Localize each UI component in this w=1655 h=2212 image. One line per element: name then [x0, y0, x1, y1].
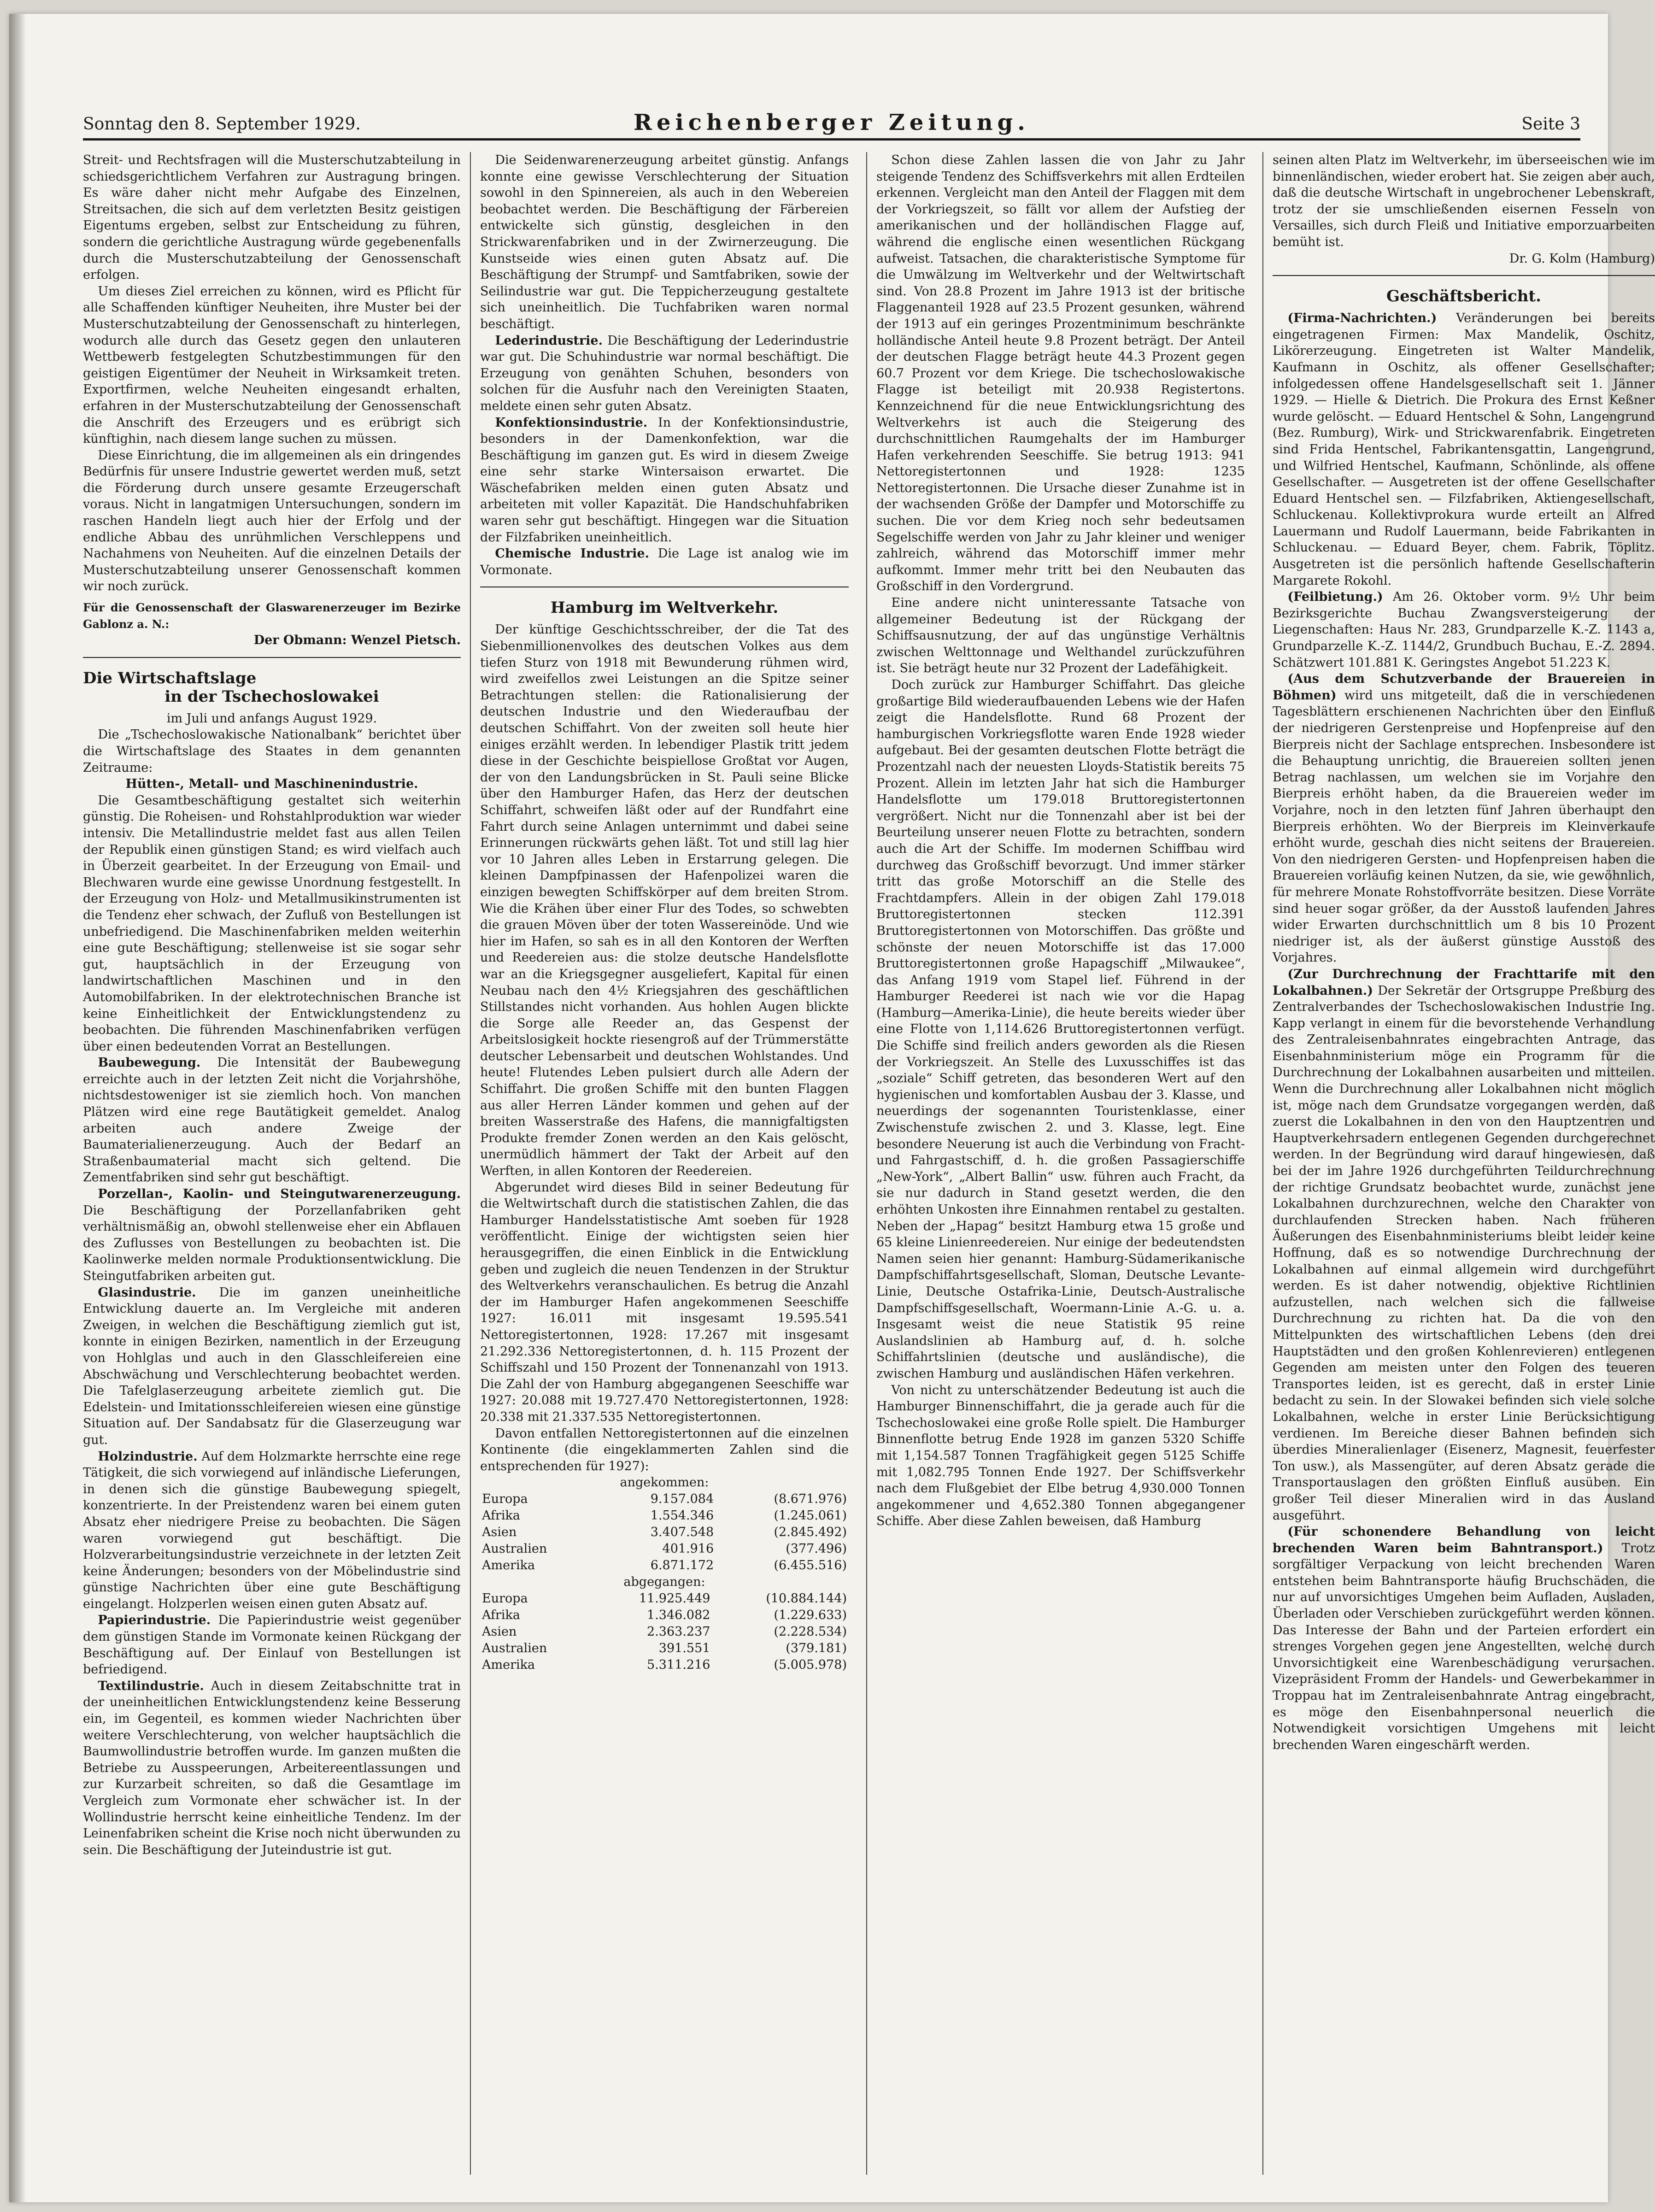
arrived-tonnage-table — [480, 1491, 849, 1574]
article-columns — [83, 152, 1655, 2175]
paragraph: Abgerundet wird dieses Bild in seiner Bedeutung für die Weltwirtschaft durch die statistischen Zahlen, die das Hamburger Handelsstatistische Amt soeben für 1928 veröffentlicht. Einige der wichtigsten seien hier herausgegriffen, die einen Einblick in die Entwicklung geben und zugleich die neuen Tendenzen in der Struktur des Weltverkehrs veranschaulichen. Es betrug die Anzahl der im Hamburger Hafen angekommenen Seeschiffe 1927: 16.011 mit insgesamt 19.595.541 Nettoregistertonnen, 1928: 17.267 mit insgesamt 21.292.336 Nettoregistertonnen, d. h. 115 Prozent der Schiffszahl und 150 Prozent der Tonnenanzahl von 1913. Die Zahl der von Hamburg abgegangenen Seeschiffe war 1927: 20.088 mit 19.727.470 Nettoregistertonnen, 1928: 20.338 mit 21.337.535 Nettoregistertonnen. — [480, 1180, 849, 1424]
region-cell: Asien — [482, 1624, 517, 1639]
table-row — [480, 1590, 849, 1607]
value-cell: 1.346.082 — [647, 1608, 710, 1622]
paragraph: Die im ganzen uneinheitliche Entwicklung dauerte an. Im Vergleiche mit anderen Zweigen, in welchen die Beschäftigung ziemlich gut ist, konnte in einigen Bezirken, namentlich in der Erzeugung von Hohlglas und auch in den Glasschleifereien eine Abschwächung und Verschlechterung beobachtet werden. Die Tafelglaserzeugung arbeitete ziemlich gut. Die Edelstein- und Imitationsschleifereien wiesen eine günstige Situation auf. Der Sandabsatz für die Glaserzeugung war gut. — [83, 1285, 461, 1447]
paragraph: Eine andere nicht uninteressante Tatsache von allgemeiner Bedeutung ist der Rückgang der Schiffsausnutzung, der auf das ungünstige Verhältnis zwischen Welttonnage und Welthandel zurückzuführen ist. Sie beträgt heute nur 32 Prozent der Ladefähigkeit. — [876, 596, 1245, 676]
paragraph: Die Intensität der Baubewegung erreichte auch in der letzten Zeit nicht die Vorjahrshöhe, nichtsdestoweniger ist sie ziemlich hoch. Von manchen Plätzen wird eine rege Bautätigkeit gemeldet. Analog arbeiten auch andere Zweige der Baumaterialienerzeugung. Auch der Bedarf an Straßenbaumaterial macht sich geltend. Die Zementfabriken sind sehr gut beschäftigt. — [83, 1056, 461, 1185]
prev-value-cell: (2.845.492) — [774, 1525, 847, 1539]
newspaper-title: Reichenberger Zeitung. — [634, 110, 1030, 135]
paragraph: wird uns mitgeteilt, daß die in verschiedenen Tagesblättern erschienenen Nachrichten über den Einfluß der niedrigeren Gerstenpreise und Hopfenpreise auf den Bierpreis nicht der Sachlage entsprechen. Insbesondere ist die Behauptung unrichtig, die Brauereien sollten jenen Betrag nachlassen, um welchen sie im Vorjahre den Bierpreis erhöht haben, da die Brauereien weder im Vorjahre, noch in den letzten fünf Jahren überhaupt den Bierpreis erhöhten. Wo der Bierpreis im Kleinverkaufe erhöht wurde, geschah dies nicht seitens der Brauereien. Von den niedrigeren Gersten- und Hopfenpreisen haben die Brauereien vorläufig keinen Nutzen, da sie, wie gewöhnlich, für mehrere Monate Rohstoffvorräte besitzen. Diese Vorräte sind heuer sogar größer, da der Ausstoß laufenden Jahres wider Erwarten durchschnittlich um 8 bis 10 Prozent niedriger ist, als der äußerst günstige Ausstoß des Vorjahres. — [1273, 688, 1655, 965]
column-1 — [83, 152, 470, 2175]
page-header — [83, 106, 1580, 141]
header-date: Sonntag den 8. September 1929. — [83, 115, 361, 134]
paragraph: seinen alten Platz im Weltverkehr, im überseeischen wie im binnenländischen, wieder erobert hat. Sie zeigen aber auch, daß die deutsche Wirtschaft in ungebrochener Lebenskraft, trotz der sie umschließenden eisernen Fesseln von Versailles, sich durch Fleiß und Initiative emporzuarbeiten bemüht ist. — [1273, 153, 1655, 249]
paragraph: Die Lage ist analog wie im Vormonate. — [480, 546, 849, 577]
table-row — [480, 1557, 849, 1574]
paragraph: Davon entfallen Nettoregistertonnen auf die einzelnen Kontinente (die eingeklammerten Zahlen sind die entsprechenden für 1927): — [480, 1426, 849, 1473]
subheading: Baubewegung. — [98, 1056, 201, 1070]
subheading: (Feilbietung.) — [1287, 590, 1383, 604]
signature-name: Der Obmann: Wenzel Pietsch. — [253, 633, 461, 648]
divider — [83, 657, 461, 658]
region-cell: Australien — [482, 1641, 547, 1655]
paragraph: In der Konfektionsindustrie, besonders in der Damenkonfektion, war die Beschäftigung im ganzen gut. Es wird in diesem Zweige eine sehr starke Wintersaison erwartet. Die Wäschefabriken melden einen guten Absatz und arbeiteten mit voller Kapazität. Die Handschuhfabriken waren sehr gut beschäftigt. Hingegen war die Situation der Filzfabriken uneinheitlich. — [480, 415, 849, 545]
table-row — [480, 1541, 849, 1557]
region-cell: Afrika — [482, 1508, 521, 1523]
subheading: (Für schonendere Behandlung von leicht brechenden Waren beim Bahntransport.) — [1273, 1525, 1655, 1555]
table-label-arrived: angekommen: — [620, 1475, 709, 1490]
value-cell: 1.554.346 — [650, 1508, 714, 1523]
region-cell: Asien — [482, 1525, 517, 1539]
column-2 — [470, 152, 858, 2175]
section-heading: Die Wirtschaftslage — [83, 669, 257, 687]
region-cell: Afrika — [482, 1608, 521, 1622]
prev-value-cell: (10.884.144) — [766, 1591, 847, 1606]
divider — [1273, 275, 1655, 276]
newspaper-page — [9, 14, 1655, 2202]
table-row — [480, 1607, 849, 1624]
paragraph: Die „Tschechoslowakische Nationalbank“ berichtet über die Wirtschaftslage des Staates in dem genannten Zeitraume: — [83, 728, 461, 775]
paragraph: Doch zurück zur Hamburger Schiffahrt. Das gleiche großartige Bild wiederaufbauenden Lebens wie der Hafen zeigt die Handelsflotte. Rund 68 Prozent der hamburgischen Vorkriegsflotte waren Ende 1928 wieder aufgebaut. Bei der gesamten deutschen Flotte beträgt die Prozentzahl nach der neuesten Lloyds-Statistik bereits 75 Prozent. Allein im letzten Jahr hat sich die Hamburger Handelsflotte um 179.018 Bruttoregistertonnen vergrößert. Nicht nur die Tonnenzahl aber ist bei der Beurteilung unserer neuen Flotte zu betrachten, sondern auch die Art der Schiffe. Im modernen Schiffbau wird durchweg das Großschiff bevorzugt. Und immer stärker tritt das große Motorschiff an die Stelle des Frachtdampfers. Allein in der obigen Zahl 179.018 Bruttoregistertonnen stecken 112.391 Bruttoregistertonnen von Motorschiffen. Das größte und schönste der neuen Motorschiffe ist das 17.000 Bruttoregistertonnen große Hapagschiff „Milwaukee“, das Anfang 1919 vom Stapel lief. Führend in der Hamburger Reederei ist nach wie vor die Hapag (Hamburg—Amerika-Linie), die heute bereits wieder über eine Flotte von 1,114.626 Bruttoregistertonnen verfügt. Die Schiffe sind freilich anders geworden als die Riesen der Vorkriegszeit. An Stelle des Luxusschiffes ist das „soziale“ Schiff getreten, das besonderen Wert auf den hygienischen und komfortablen Ausbau der 3. Klasse, und neuerdings der sogenannten Touristenklasse, einer Zwischenstufe zwischen 2. und 3. Klasse, legt. Eine besondere Neuerung ist auch die Verbindung von Fracht- und Fahrgastschiff, d. h. die großen Passagierschiffe „New-York“, „Albert Ballin“ usw. führen auch Fracht, da sie nur dadurch in Stand gesetzt werden, die den erhöhten Unkosten ihre Einnahmen rentabel zu gestalten. Neben der „Hapag“ besitzt Hamburg etwa 15 große und 65 kleine Linienreedereien. Nur einige der bedeutendsten Namen seien hier genannt: Hamburg-Südamerikanische Dampfschiffahrtsgesellschaft, Sloman, Deutsche Levante-Linie, Deutsche Ostafrika-Linie, Deutsch-Australische Dampfschiffsgesellschaft, Woermann-Linie A.-G. u. a. Insgesamt weist die neue Statistik 95 reine Auslandslinien ab Hamburg auf, d. h. solche Schiffahrtslinien (deutsche und ausländische), die zwischen Hamburg und ausländischen Häfen verkehren. — [876, 678, 1245, 1381]
page-fold-shadow — [9, 14, 26, 2202]
region-cell: Australien — [482, 1541, 547, 1556]
paragraph: Am 26. Oktober vorm. 9½ Uhr beim Bezirksgerichte Buchau Zwangsversteigerung der Liegenschaften: Haus Nr. 283, Grundparzelle K.-Z. 1143 a, Grundparzelle K.-Z. 1144/2, Grundbuch Buchau, E.-Z. 2894. Schätzwert 101.881 K. Geringstes Angebot 51.223 K. — [1273, 590, 1655, 670]
paragraph: Der künftige Geschichtsschreiber, der die Tat des Siebenmillionenvolkes des deutschen Volkes aus dem tiefen Sturz von 1918 mit Bewunderung rühmen wird, wird zweifellos zwei Leistungen an die Spitze seiner Betrachtungen stellen: die Rationalisierung der deutschen Industrie und den Wiederaufbau der deutschen Schiffahrt. Von der zweiten soll heute hier einiges erzählt werden. In lebendiger Plastik tritt jedem diese in der Geschichte beispiellose Großtat vor Augen, der von den Landungsbrücken in St. Pauli seine Blicke über den Hamburger Hafen, das Herz der deutschen Schiffahrt, schweifen läßt oder auf der Rundfahrt eine Fahrt durch seine Anlagen unternimmt und dabei seine Erinnerungen rückwärts gehen läßt. Tot und still lag hier vor 10 Jahren alles Leben in Erstarrung gelegen. Die kleinen Dampfpinassen der Hafenpolizei waren die einzigen bewegten Schiffskörper auf dem breiten Strom. Wie die Krähen über einer Flur des Todes, so schwebten die grauen Möven über der toten Wassereinöde. Und wie hier im Hafen, so sah es in all den Kontoren der Werften und Reedereien aus: die stolze deutsche Handelsflotte war an die Kriegsgegner ausgeliefert, Kapital für einen Neubau nach den 4½ Kriegsjahren des geschäftlichen Stillstandes nicht vorhanden. Aus hohlen Augen blickte die Sorge alle Reeder an, das Gespenst der Arbeitslosigkeit hockte riesengroß auf der Trümmerstätte deutscher Lebensarbeit und deutschen Wohlstandes. Und heute! Flutendes Leben pulsiert durch alle Adern der Schiffahrt. Die großen Schiffe mit den bunten Flaggen aus aller Herren Länder kommen und gehen auf der breiten Wasserstraße des Hafens, die mannigfaltigsten Produkte fremder Zonen werden an den Kais gelöscht, unermüdlich hämmert der Takt der Arbeit auf den Werften, in allen Kontoren der Reedereien. — [480, 622, 849, 1179]
prev-value-cell: (8.671.976) — [774, 1491, 847, 1506]
page-number: Seite 3 — [1521, 115, 1580, 134]
table-row — [480, 1657, 849, 1673]
table-row — [480, 1640, 849, 1657]
paragraph: Der Sekretär der Ortsgruppe Preßburg des Zentralverbandes der Tschechoslowakischen Industrie Ing. Kapp verlangt in einem für die bevorstehende Verhandlung des Zentraleisenbahnrates eingebrachten Antrage, das Eisenbahnministerium möge ein Programm für die Durchrechnung der Lokalbahnen ausarbeiten und mitteilen. Wenn die Durchrechnung aller Lokalbahnen nicht möglich ist, möge nach dem Grundsatze vorgegangen werden, daß zuerst die Lokalbahnen in den von den Hauptzentren und Hauptverkehrsadern entlegenen Gegenden durchgerechnet werden. In der Begründung wird darauf hingewiesen, daß bei der im Jahre 1926 durchgeführten Teildurchrechnung der richtige Grundsatz beobachtet wurde, zunächst jene Lokalbahnen durchzurechnen, welche den Charakter von durchlaufenden Strecken haben. Nach früheren Äußerungen des Eisenbahnministeriums bleibt leider keine Hoffnung, daß es so notwendige Durchrechnung der Lokalbahnen auf einmal allgemein wird durchgeführt werden. Es ist daher notwendig, objektive Richtlinien aufzustellen, nach welchen sich die fallweise Durchrechnung zu richten hat. Da die von den Mittelpunkten des wirtschaftlichen Lebens (den drei Hauptstädten und den großen Kohlenrevieren) entlegenen Gegenden am meisten unter den Folgen des teueren Transportes leiden, ist es gerecht, daß in erster Linie bedacht zu sein. In der Slowakei befinden sich viele solche Lokalbahnen, welche in erster Linie Berücksichtigung verdienen. Im Bereiche dieser Bahnen befinden sich überdies Mineralienlager (Eisenerz, Magnesit, feuerfester Ton usw.), als Massengüter, auf deren Absatz gerade die Transportauslagen den größten Einfluß ausüben. Ein großer Teil dieser Mineralien wird in das Ausland ausgeführt. — [1273, 983, 1655, 1523]
region-cell: Europa — [482, 1491, 528, 1506]
departed-tonnage-table — [480, 1590, 849, 1673]
paragraph: Die Seidenwarenerzeugung arbeitet günstig. Anfangs konnte eine gewisse Verschlechterung der Situation sowohl in den Spinnereien, als auch in den Webereien beobachtet werden. Die Beschäftigung der Färbereien entwickelte sich günstig, desgleichen in den Strickwarenfabriken und in der Zwirnerzeugung. Die Kunstseide wies einen guten Absatz auf. Die Beschäftigung der Strumpf- und Samtfabriken, sowie der Seilindustrie war gut. Die Teppicherzeugung gestaltete sich uneinheitlich. Die Tuchfabriken waren normal beschäftigt. — [480, 153, 849, 331]
value-cell: 2.363.237 — [647, 1624, 710, 1639]
paragraph: Um dieses Ziel erreichen zu können, wird es Pflicht für alle Schaffenden künftiger Neuheiten, ihre Muster bei der Musterschutzabteilung der Genossenschaft zu hinterlegen, wodurch alle durch das Gesetz gegen den unlauteren Wettbewerb festgelegten Schutzbestimmungen für den geistigen Eigentümer der Neuheit in Wirksamkeit treten. Exportfirmen, welche Neuheiten eingesandt erhalten, erfahren in der Musterschutzabteilung der Genossenschaft die Anschrift des Erzeugers und es erübrigt sich künftighin, nach diesem lange suchen zu müssen. — [83, 284, 461, 446]
paragraph: Die Beschäftigung der Lederindustrie war gut. Die Schuhindustrie war normal beschäftigt. Die Erzeugung von genähten Schuhen, besonders von solchen für die Ausfuhr nach den Vereinigten Staaten, meldete einen sehr guten Absatz. — [480, 333, 849, 413]
subheading: Papierindustrie. — [98, 1613, 211, 1628]
subheading: Chemische Industrie. — [495, 546, 650, 561]
subheading: Holzindustrie. — [98, 1449, 198, 1464]
paragraph: Die Gesamtbeschäftigung gestaltet sich weiterhin günstig. Die Roheisen- und Rohstahlproduktion war wieder intensiv. Die Metallindustrie meldet fast aus allen Teilen der Republik einen günstigen Stand; es wird vielfach auch in Überzeit gearbeitet. In der Erzeugung von Email- und Blechwaren wurde eine gewisse Unordnung festgestellt. In der Erzeugung von Holz- und Metallmusikinstrumenten ist die Tendenz eher schwach, der Zufluß von Bestellungen ist unbefriedigend. Die Maschinenfabriken melden weiterhin eine gute Beschäftigung; stellenweise ist sie sogar sehr gut, hauptsächlich in der Erzeugung von landwirtschaftlichen Maschinen und in den Automobilfabriken. In der elektrotechnischen Branche ist keine Einheitlichkeit der Entwicklungstendenz zu beobachten. Die führenden Maschinenfabriken verfügen über einen bedeutenden Vorrat an Bestellungen. — [83, 793, 461, 1054]
paragraph: Auf dem Holzmarkte herrschte eine rege Tätigkeit, die sich vorwiegend auf inländische Lieferungen, in denen sich die günstige Baubewegung spiegelt, konzentrierte. In der Preistendenz waren bei einem guten Absatz eher niedrigere Preise zu beobachten. Die Sägen waren vorwiegend gut beschäftigt. Die Holzverarbeitungsindustrie verzeichnete in der letzten Zeit keine Änderungen; besonders von der Möbelindustrie sind günstige Nachrichten über eine gute Beschäftigung eingelangt. Holzperlen weisen einen guten Absatz auf. — [83, 1449, 461, 1611]
prev-value-cell: (5.005.978) — [774, 1657, 847, 1672]
value-cell: 9.157.084 — [650, 1491, 714, 1506]
column-4 — [1262, 152, 1655, 2175]
region-cell: Amerika — [482, 1558, 535, 1572]
value-cell: 401.916 — [662, 1541, 714, 1556]
column-3 — [866, 152, 1254, 2175]
table-row — [480, 1624, 849, 1640]
subheading: Textilindustrie. — [98, 1678, 204, 1693]
prev-value-cell: (377.496) — [786, 1541, 847, 1556]
value-cell: 6.871.172 — [650, 1558, 714, 1572]
section-heading: Hamburg im Weltverkehr. — [550, 598, 779, 617]
value-cell: 391.551 — [658, 1641, 710, 1655]
subheading: (Aus dem Schutzverbande der Brauereien in Böhmen) — [1273, 672, 1655, 703]
section-subtitle: im Juli und anfangs August 1929. — [166, 711, 377, 726]
subheading: (Zur Durchrechnung der Frachttarife mit den Lokalbahnen.) — [1273, 967, 1655, 998]
paragraph: Auch in diesem Zeitabschnitte trat in der uneinheitlichen Entwicklungstendenz keine Besserung ein, im Gegenteil, es kommen wieder Nachrichten über weitere Verschlechterung, von welcher hauptsächlich die Baumwollindustrie betroffen wurde. Im ganzen mußten die Betriebe zu Ausspeerungen, Arbeitereentlassungen und zur Kurzarbeit schreiten, so daß die Gesamtlage im Vergleich zum Vormonate eher schwächer ist. In der Wollindustrie herrscht keine einheitliche Tendenz. Im der Leinenfabriken scheint die Krise noch nicht überwunden zu sein. Die Beschäftigung der Juteindustrie ist gut. — [83, 1678, 461, 1857]
paragraph: Die Beschäftigung der Porzellanfabriken geht verhältnismäßig an, obwohl stellenweise eher ein Abflauen des Zuflusses von Bestellungen zu beobachten ist. Die Kaolinwerke melden normale Produktionsentwicklung. Die Steingutfabriken arbeiten gut. — [83, 1203, 461, 1283]
author-line: Dr. G. Kolm (Hamburg) — [1509, 251, 1655, 266]
prev-value-cell: (1.229.633) — [774, 1608, 847, 1622]
value-cell: 11.925.449 — [639, 1591, 710, 1606]
section-heading: Geschäftsbericht. — [1386, 287, 1541, 306]
subheading: Lederindustrie. — [495, 333, 603, 348]
paragraph: Trotz sorgfältiger Verpackung von leicht brechenden Waren entstehen beim Bahntransporte häufig Bruchschäden, die nur auf unvorsichtiges Umgehen beim Aufladen, Ausladen, Überladen oder Verschieben zurückgeführt werden können. Das Interesse der Bahn und der Parteien erfordert ein strenges Vorgehen gegen jene Angestellten, welche durch Unvorsichtigkeit eine Warenbeschädigung verursachen. Vizepräsident Fromm der Handels- und Gewerbekammer in Troppau hat im Zentraleisenbahnrate Antrag eingebracht, es möge den Eisenbahnpersonal neuerlich die Notwendigkeit vorsichtigen Umgehens mit leicht brechenden Waren eingeschärft werden. — [1273, 1541, 1655, 1752]
paragraph: Von nicht zu unterschätzender Bedeutung ist auch die Hamburger Binnenschiffahrt, die ja gerade auch für die Tschechoslowakei eine große Rolle spielt. Die Hamburger Binnenflotte betrug Ende 1928 im ganzen 5320 Schiffe mit 1,154.587 Tonnen Tragfähigkeit gegen 5125 Schiffe mit 1,082.795 Tonnen Ende 1927. Der Schiffsverkehr nach dem Flußgebiet der Elbe betrug 4,930.000 Tonnen angekommener und 4,652.380 Tonnen abgegangener Schiffe. Aber diese Zahlen beweisen, daß Hamburg — [876, 1383, 1245, 1529]
prev-value-cell: (6.455.516) — [774, 1558, 847, 1572]
paragraph: Veränderungen bei bereits eingetragenen Firmen: Max Mandelik, Oschitz, Likörerzeugung. Eingetreten ist Walter Mandelik, Kaufmann in Oschitz, als offener Gesellschafter; infolgedessen offene Handelsgesellschaft seit 1. Jänner 1929. — Hielle & Dietrich. Die Prokura des Ernst Keßner wurde gelöscht. — Eduard Hentschel & Sohn, Langengrund (Bez. Rumburg), Wirk- und Strickwarenfabrik. Eingetreten sind Frida Hentschel, Fabrikantensgattin, Langengrund, und Wilfried Hentschel, Kaufmann, Schönlinde, als offene Gesellschafter. — Ausgetreten ist der offene Gesellschafter Eduard Hentschel sen. — Filzfabriken, Aktiengesellschaft, Schluckenau. Kollektivprokura wurde erteilt an Alfred Lauermann und Rudolf Lauermann, beide Fabrikanten in Schluckenau. — Eduard Beyer, chem. Fabrik, Töplitz. Ausgetreten ist die persönlich haftende Gesellschafterin Margarete Rokohl. — [1273, 311, 1655, 588]
region-cell: Europa — [482, 1591, 528, 1606]
paragraph: Schon diese Zahlen lassen die von Jahr zu Jahr steigende Tendenz des Schiffsverkehrs mit allen Erdteilen erkennen. Vergleicht man den Anteil der Flaggen mit dem der Vorkriegszeit, so fällt vor allem der Aufstieg der amerikanischen und der holländischen Flagge auf, während die englische einen wesentlichen Rückgang aufweist. Tatsachen, die charakteristische Symptome für die Umwälzung im Weltverkehr und der Weltwirtschaft sind. Von 28.8 Prozent im Jahre 1913 ist der britische Flaggenanteil 1928 auf 23.5 Prozent gesunken, während der 1913 auf ein geringes Prozentminimum beschränkte holländische Anteil heute 9.8 Prozent beträgt. Der Anteil der deutschen Flagge beträgt heute 44.3 Prozent gegen 60.7 Prozent vor dem Kriege. Die tschechoslowakische Flagge ist beteiligt mit 20.938 Registertons. Kennzeichnend für die neue Entwicklungsrichtung des Weltverkehrs ist auch die Steigerung des durchschnittlichen Raumgehalts der im Hamburger Hafen verkehrenden Seeschiffe. Sie betrug 1913: 941 Nettoregistertonnen und 1928: 1235 Nettoregistertonnen. Die Ursache dieser Zunahme ist in der wachsenden Größe der Dampfer und Motorschiffe zu suchen. Die vor dem Krieg noch sehr bedeutsamen Segelschiffe werden von Jahr zu Jahr kleiner und weniger zahlreich, während das Motorschiff immer mehr aufkommt. Immer mehr tritt bei den Neubauten das Großschiff in den Vordergrund. — [876, 153, 1245, 594]
value-cell: 3.407.548 — [650, 1525, 714, 1539]
value-cell: 5.311.216 — [647, 1657, 710, 1672]
paragraph: Streit- und Rechtsfragen will die Musterschutzabteilung in schiedsgerichtlichem Verfahren zur Austragung bringen. Es wäre daher nicht mehr Aufgabe des Einzelnen, Streitsachen, die sich auf dem verletzten Besitz geistigen Eigentums ergeben, selbst zur Entscheidung zu führen, sondern die gerichtliche Austragung würde gegebenenfalls durch die Musterschutzabteilung der Genossenschaft erfolgen. — [83, 153, 461, 282]
table-row — [480, 1508, 849, 1524]
table-label-departed: abgegangen: — [623, 1574, 705, 1589]
region-cell: Amerika — [482, 1657, 535, 1672]
paragraph: Die Papierindustrie weist gegenüber dem günstigen Stande im Vormonate keinen Rückgang der Beschäftigung auf. Der Einlauf von Bestellungen ist befriedigend. — [83, 1613, 461, 1677]
prev-value-cell: (379.181) — [786, 1641, 847, 1655]
paragraph: Diese Einrichtung, die im allgemeinen als ein dringendes Bedürfnis für unsere Industrie gewertet werden muß, setzt die Förderung durch unsere gesamte Erzeugerschaft voraus. Nicht in langatmigen Untersuchungen, sondern im raschen Handeln liegt auch hier der Erfolg und der endliche Abbau des unrühmlichen Verschleppens und Nachahmens von Neuheiten. Auf die einzelnen Details der Musterschutzabteilung unserer Genossenschaft kommen wir noch zurück. — [83, 448, 461, 594]
signature-org: Für die Genossenschaft der Glaswarenerzeuger im Bezirke Gablonz a. N.: — [83, 601, 461, 631]
subheading: Hütten-, Metall- und Maschinenindustrie. — [125, 777, 418, 792]
prev-value-cell: (2.228.534) — [774, 1624, 847, 1639]
section-heading-cont: in der Tschechoslowakei — [164, 687, 379, 706]
subheading: Porzellan-, Kaolin- und Steingutwarenerzeugung. — [98, 1187, 461, 1202]
subheading: Konfektionsindustrie. — [495, 415, 648, 430]
subheading: (Firma-Nachrichten.) — [1287, 311, 1437, 326]
prev-value-cell: (1.245.061) — [774, 1508, 847, 1523]
table-row — [480, 1491, 849, 1508]
subheading: Glasindustrie. — [98, 1285, 196, 1300]
table-row — [480, 1524, 849, 1541]
